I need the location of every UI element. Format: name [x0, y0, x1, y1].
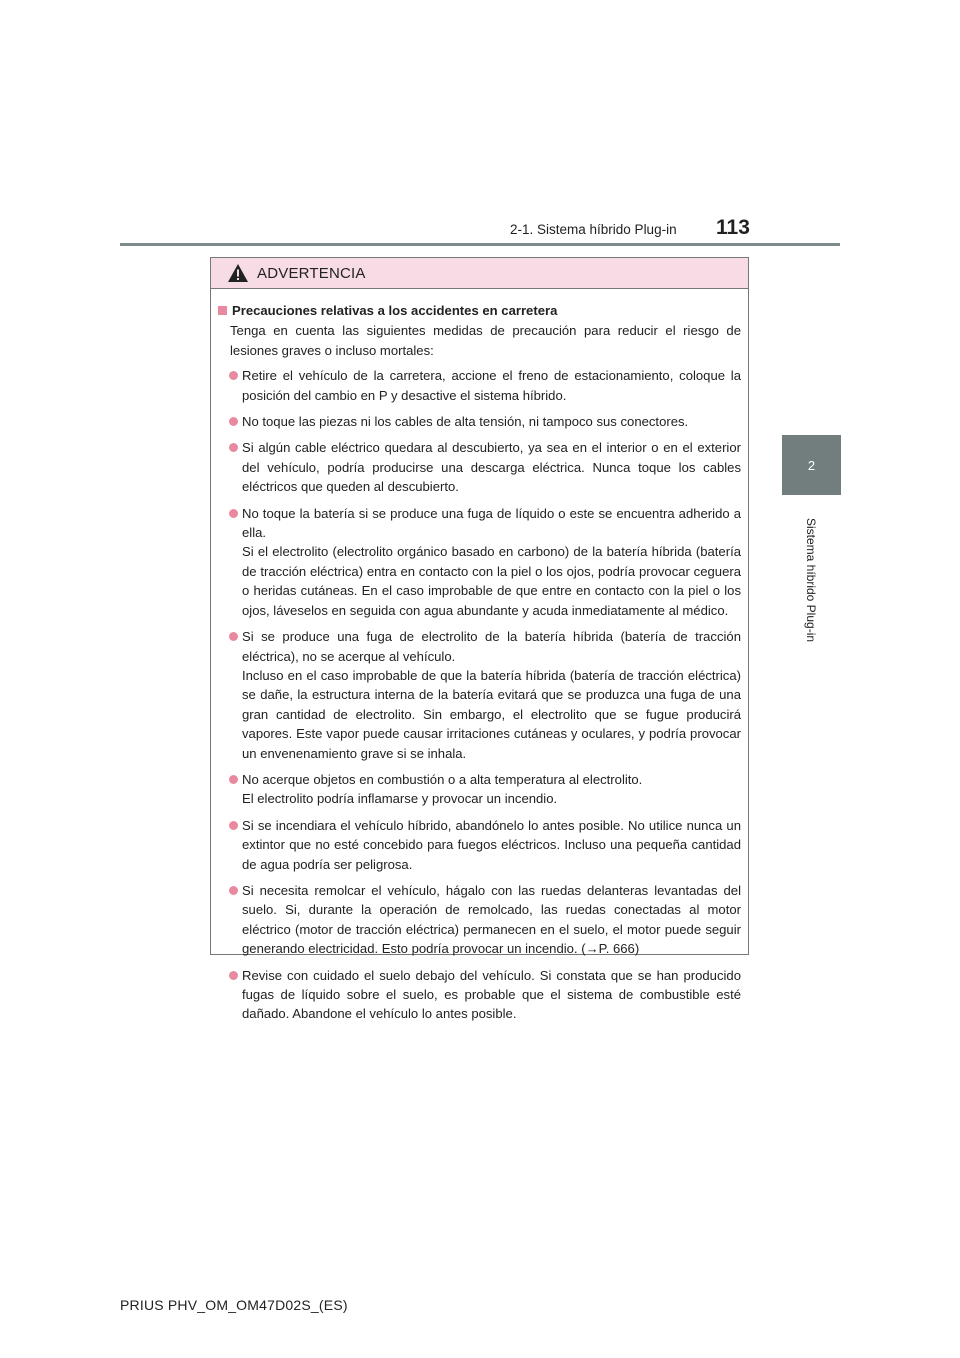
warning-item [218, 770, 741, 809]
warning-item-list [218, 366, 741, 1024]
running-header-section: 2-1. Sistema híbrido Plug-in [510, 222, 677, 237]
round-bullet-icon [229, 971, 238, 980]
round-bullet-icon [229, 443, 238, 452]
warning-title: ADVERTENCIA [257, 264, 366, 282]
warning-item-paragraph: Si el electrolito (electrolito orgánico basado en carbono) de la batería híbrida (batería de tracción eléctrica) entra en contacto con la piel o los ojos, podría provocar ceguera o heridas cutáneas. En el caso improbable de que entre en contacto con la piel o los ojos, láveselos en seguida con agua abundante y acuda inmediatamente al médico. [242, 544, 741, 618]
warning-box [210, 257, 749, 1022]
header-divider [120, 243, 840, 246]
warning-item-paragraph: Si se incendiara el vehículo híbrido, abandónelo lo antes posible. No utilice nunca un extintor que no esté concebido para fuegos eléctricos. Incluso una pequeña cantidad de agua podría ser peligrosa. [242, 817, 741, 872]
page-number: 113 [716, 216, 750, 239]
warning-triangle-icon [227, 263, 249, 283]
square-bullet-icon [218, 306, 227, 315]
round-bullet-icon [229, 371, 238, 380]
warning-body [211, 289, 748, 1024]
warning-section-heading [218, 301, 741, 320]
warning-item-paragraph: Si se produce una fuga de electrolito de la batería híbrida (batería de tracción eléctrica), no se acerque al vehículo. [242, 629, 741, 664]
document-code: PRIUS PHV_OM_OM47D02S_(ES) [120, 1297, 348, 1313]
warning-item-paragraph: Si necesita remolcar el vehículo, hágalo con las ruedas delanteras levantadas del suelo. Si, durante la operación de remolcado, las ruedas conectadas al motor eléctrico (motor de tracción eléctrica) permanecen en el suelo, el motor puede seguir generando electricidad. Esto podría provocar un incendio. (→P. 666) [242, 882, 741, 957]
warning-item [218, 412, 741, 431]
warning-item-paragraph: No toque la batería si se produce una fuga de líquido o este se encuentra adherido a ella. [242, 505, 741, 541]
warning-header [211, 258, 748, 289]
warning-item-paragraph: El electrolito podría inflamarse y provocar un incendio. [242, 791, 558, 807]
round-bullet-icon [229, 509, 238, 518]
chapter-tab-label [782, 505, 841, 655]
warning-intro: Tenga en cuenta las siguientes medidas de precaución para reducir el riesgo de lesiones graves o incluso mortales: [230, 323, 741, 358]
warning-item-paragraph: Revise con cuidado el suelo debajo del vehículo. Si constata que se han producido fugas de líquido sobre el suelo, es probable que el sistema de combustible esté dañado. Abandone el vehículo lo antes posible. [242, 967, 741, 1022]
chapter-tab [782, 435, 841, 495]
warning-item [218, 366, 741, 405]
warning-item [218, 966, 741, 1024]
chapter-tab-number: 2 [807, 457, 816, 473]
round-bullet-icon [229, 632, 238, 641]
chapter-tab-label-text: Sistema híbrido Plug-in [804, 517, 819, 643]
warning-item-paragraph: Incluso en el caso improbable de que la batería híbrida (batería de tracción eléctrica) se dañe, la estructura interna de la batería evitará que se produzca una fuga de una gran cantidad de electrolito. Sin embargo, el electrolito que se fugue producirá vapores. Este vapor puede causar irritaciones cutáneas y oculares, y podría provocar un envenenamiento grave si se inhala. [242, 667, 741, 761]
round-bullet-icon [229, 417, 238, 426]
round-bullet-icon [229, 886, 238, 895]
warning-item-paragraph: Retire el vehículo de la carretera, accione el freno de estacionamiento, coloque la posición del cambio en P y desactive el sistema híbrido. [242, 368, 741, 403]
warning-item [218, 881, 741, 959]
round-bullet-icon [229, 821, 238, 830]
warning-item-paragraph: Si algún cable eléctrico quedara al descubierto, ya sea en el interior o en el exterior del vehículo, podría producirse una descarga eléctrica. Nunca toque los cables eléctricos que queden al descubierto. [242, 440, 741, 495]
warning-section-title: Precauciones relativas a los accidentes en carretera [232, 303, 558, 318]
warning-item [218, 504, 741, 620]
warning-item [218, 627, 741, 763]
round-bullet-icon [229, 775, 238, 784]
warning-item [218, 816, 741, 874]
warning-item [218, 438, 741, 496]
warning-item-paragraph: No toque las piezas ni los cables de alta tensión, ni tampoco sus conectores. [242, 414, 689, 430]
warning-item-paragraph: No acerque objetos en combustión o a alta temperatura al electrolito. [242, 771, 643, 787]
